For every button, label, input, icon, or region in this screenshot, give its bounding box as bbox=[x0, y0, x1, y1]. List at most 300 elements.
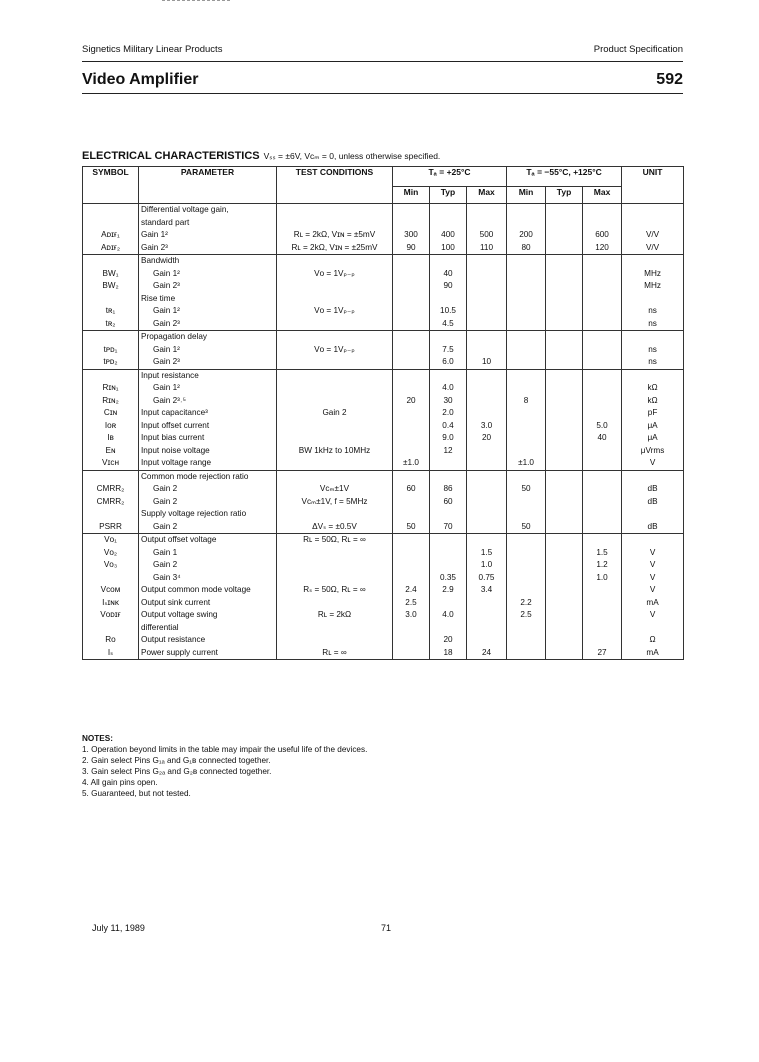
table-row bbox=[83, 242, 684, 255]
cell-test-conditions bbox=[277, 470, 393, 483]
table-row bbox=[83, 204, 684, 217]
cell-test-conditions bbox=[277, 331, 393, 344]
cell-typ-full bbox=[546, 369, 583, 382]
cell-unit: V bbox=[622, 547, 684, 560]
cell-unit: V/V bbox=[622, 229, 684, 242]
cell-symbol: Rɪɴ₁ bbox=[83, 382, 139, 395]
cell-unit: V bbox=[622, 572, 684, 585]
cell-test-conditions bbox=[277, 559, 393, 572]
cell-min-full bbox=[507, 445, 546, 458]
cell-typ-25c bbox=[430, 508, 467, 521]
cell-test-conditions bbox=[277, 369, 393, 382]
cell-test-conditions bbox=[277, 572, 393, 585]
cell-unit: Ω bbox=[622, 634, 684, 647]
cell-typ-25c: 0.35 bbox=[430, 572, 467, 585]
cell-parameter: Output voltage swing bbox=[139, 609, 277, 622]
cell-max-full bbox=[583, 470, 622, 483]
cell-typ-full bbox=[546, 344, 583, 357]
cell-symbol: BW₁ bbox=[83, 268, 139, 281]
cell-parameter: Gain 2³ bbox=[139, 318, 277, 331]
table-row bbox=[83, 597, 684, 610]
cell-unit: mA bbox=[622, 647, 684, 660]
cell-symbol: Aᴅɪғ₁ bbox=[83, 229, 139, 242]
cell-max-25c: 3.0 bbox=[467, 420, 507, 433]
cell-min-full bbox=[507, 217, 546, 230]
cell-symbol bbox=[83, 217, 139, 230]
cell-unit: μA bbox=[622, 420, 684, 433]
table-row bbox=[83, 305, 684, 318]
table-row bbox=[83, 609, 684, 622]
cell-min-25c bbox=[393, 369, 430, 382]
cell-typ-25c: 10.5 bbox=[430, 305, 467, 318]
cell-symbol: Vɪᴄʜ bbox=[83, 457, 139, 470]
cell-max-25c bbox=[467, 280, 507, 293]
cell-max-25c bbox=[467, 331, 507, 344]
cell-min-25c: 50 bbox=[393, 521, 430, 534]
cell-max-25c bbox=[467, 344, 507, 357]
cell-min-full bbox=[507, 369, 546, 382]
cell-typ-25c bbox=[430, 622, 467, 635]
cell-symbol: Vᴏᴅɪғ bbox=[83, 609, 139, 622]
cell-min-25c bbox=[393, 445, 430, 458]
cell-parameter: Gain 1² bbox=[139, 382, 277, 395]
cell-max-full bbox=[583, 305, 622, 318]
cell-test-conditions bbox=[277, 217, 393, 230]
cell-unit: mA bbox=[622, 597, 684, 610]
page-title: Video Amplifier bbox=[82, 71, 199, 88]
cell-parameter: Gain 2³ bbox=[139, 280, 277, 293]
cell-test-conditions: Vᴄₘ±1V bbox=[277, 483, 393, 496]
cell-max-full bbox=[583, 204, 622, 217]
cell-parameter: Gain 1² bbox=[139, 344, 277, 357]
cell-typ-25c bbox=[430, 457, 467, 470]
cell-test-conditions bbox=[277, 204, 393, 217]
header-symbol: SYMBOL bbox=[83, 167, 139, 204]
cell-max-full bbox=[583, 331, 622, 344]
cell-max-25c bbox=[467, 521, 507, 534]
cell-max-full bbox=[583, 496, 622, 509]
cell-symbol: Rᴏ bbox=[83, 634, 139, 647]
cell-min-25c bbox=[393, 344, 430, 357]
cell-max-full bbox=[583, 609, 622, 622]
cell-unit bbox=[622, 217, 684, 230]
cell-min-full bbox=[507, 572, 546, 585]
cell-unit bbox=[622, 534, 684, 547]
cell-max-full bbox=[583, 280, 622, 293]
table-row bbox=[83, 534, 684, 547]
cell-unit: ns bbox=[622, 356, 684, 369]
cell-min-25c: 20 bbox=[393, 395, 430, 408]
cell-min-full: 50 bbox=[507, 521, 546, 534]
cell-symbol: CMRR₂ bbox=[83, 483, 139, 496]
cell-unit: pF bbox=[622, 407, 684, 420]
cell-max-full: 1.2 bbox=[583, 559, 622, 572]
cell-typ-25c bbox=[430, 597, 467, 610]
cell-min-full bbox=[507, 280, 546, 293]
table-row bbox=[83, 622, 684, 635]
cell-unit bbox=[622, 331, 684, 344]
cell-typ-full bbox=[546, 647, 583, 660]
cell-typ-full bbox=[546, 597, 583, 610]
cell-min-full bbox=[507, 534, 546, 547]
cell-symbol bbox=[83, 622, 139, 635]
cell-max-25c bbox=[467, 496, 507, 509]
cell-typ-full bbox=[546, 255, 583, 268]
cell-parameter: Common mode rejection ratio bbox=[139, 470, 277, 483]
cell-parameter: Gain 1 bbox=[139, 547, 277, 560]
table-row bbox=[83, 445, 684, 458]
header-right-text: Product Specification bbox=[593, 44, 683, 55]
cell-parameter: Gain 1² bbox=[139, 229, 277, 242]
table-row bbox=[83, 584, 684, 597]
cell-max-full bbox=[583, 622, 622, 635]
cell-parameter: Input resistance bbox=[139, 369, 277, 382]
table-row bbox=[83, 318, 684, 331]
cell-test-conditions bbox=[277, 547, 393, 560]
table-row-group bbox=[83, 470, 684, 534]
cell-symbol: tʀ₂ bbox=[83, 318, 139, 331]
cell-symbol: Vᴏ₃ bbox=[83, 559, 139, 572]
cell-max-25c bbox=[467, 255, 507, 268]
cell-symbol bbox=[83, 470, 139, 483]
cell-min-25c bbox=[393, 318, 430, 331]
cell-min-25c: ±1.0 bbox=[393, 457, 430, 470]
header-typ-1: Typ bbox=[430, 187, 467, 204]
table-row bbox=[83, 420, 684, 433]
table-row bbox=[83, 432, 684, 445]
cell-typ-25c: 4.0 bbox=[430, 609, 467, 622]
cell-parameter: Gain 2 bbox=[139, 559, 277, 572]
cell-min-full bbox=[507, 470, 546, 483]
cell-typ-full bbox=[546, 204, 583, 217]
cell-parameter: Power supply current bbox=[139, 647, 277, 660]
cell-test-conditions: BW 1kHz to 10MHz bbox=[277, 445, 393, 458]
cell-max-25c bbox=[467, 445, 507, 458]
table-row bbox=[83, 331, 684, 344]
cell-typ-full bbox=[546, 572, 583, 585]
cell-typ-25c: 4.0 bbox=[430, 382, 467, 395]
cell-min-full bbox=[507, 584, 546, 597]
cell-symbol: PSRR bbox=[83, 521, 139, 534]
table-row bbox=[83, 496, 684, 509]
cell-typ-25c: 6.0 bbox=[430, 356, 467, 369]
cell-unit: V/V bbox=[622, 242, 684, 255]
cell-test-conditions: Rʟ = 2kΩ bbox=[277, 609, 393, 622]
cell-parameter: standard part bbox=[139, 217, 277, 230]
cell-min-25c: 300 bbox=[393, 229, 430, 242]
cell-unit: MHz bbox=[622, 268, 684, 281]
cell-unit: V bbox=[622, 609, 684, 622]
cell-test-conditions: Vᴏ = 1Vₚ₋ₚ bbox=[277, 305, 393, 318]
table-row-group bbox=[83, 331, 684, 370]
cell-min-25c bbox=[393, 407, 430, 420]
note-3: 3. Gain select Pins G₂ₐ and G₂ʙ connected together. bbox=[82, 767, 272, 776]
cell-typ-25c bbox=[430, 534, 467, 547]
cell-typ-25c: 400 bbox=[430, 229, 467, 242]
cell-symbol: CMRR₂ bbox=[83, 496, 139, 509]
cell-typ-25c: 0.4 bbox=[430, 420, 467, 433]
cell-max-full: 120 bbox=[583, 242, 622, 255]
cell-max-25c bbox=[467, 407, 507, 420]
cell-typ-25c bbox=[430, 470, 467, 483]
header-max-2: Max bbox=[583, 187, 622, 204]
cell-typ-full bbox=[546, 407, 583, 420]
cell-symbol: Cɪɴ bbox=[83, 407, 139, 420]
cell-min-full bbox=[507, 547, 546, 560]
cell-parameter: Gain 2³˒⁵ bbox=[139, 395, 277, 408]
cell-min-25c bbox=[393, 356, 430, 369]
cell-typ-25c bbox=[430, 369, 467, 382]
table-row-group bbox=[83, 255, 684, 331]
cell-max-25c bbox=[467, 534, 507, 547]
cell-parameter: Input offset current bbox=[139, 420, 277, 433]
cell-min-full bbox=[507, 647, 546, 660]
cell-parameter: Input voltage range bbox=[139, 457, 277, 470]
header-rule-top bbox=[82, 61, 683, 62]
cell-symbol: Iᴏʀ bbox=[83, 420, 139, 433]
cell-max-full bbox=[583, 597, 622, 610]
cell-typ-25c: 9.0 bbox=[430, 432, 467, 445]
cell-max-25c bbox=[467, 483, 507, 496]
cell-typ-25c: 30 bbox=[430, 395, 467, 408]
cell-typ-full bbox=[546, 457, 583, 470]
cell-test-conditions bbox=[277, 457, 393, 470]
cell-typ-25c: 4.5 bbox=[430, 318, 467, 331]
note-1: 1. Operation beyond limits in the table may impair the useful life of the devices. bbox=[82, 745, 368, 754]
cell-max-25c bbox=[467, 470, 507, 483]
cell-symbol bbox=[83, 331, 139, 344]
cell-min-25c bbox=[393, 470, 430, 483]
cell-typ-full bbox=[546, 356, 583, 369]
cell-symbol: Vᴏ₁ bbox=[83, 534, 139, 547]
cell-unit: kΩ bbox=[622, 382, 684, 395]
cell-symbol: Aᴅɪғ₂ bbox=[83, 242, 139, 255]
cell-typ-25c bbox=[430, 331, 467, 344]
cell-min-25c bbox=[393, 255, 430, 268]
cell-unit: dB bbox=[622, 496, 684, 509]
cell-typ-25c bbox=[430, 217, 467, 230]
part-number: 592 bbox=[656, 71, 683, 88]
table-row bbox=[83, 470, 684, 483]
header-unit: UNIT bbox=[622, 167, 684, 204]
cell-test-conditions: Vᴄₘ±1V, f = 5MHz bbox=[277, 496, 393, 509]
cell-max-full bbox=[583, 521, 622, 534]
cell-typ-full bbox=[546, 445, 583, 458]
cell-max-full: 600 bbox=[583, 229, 622, 242]
cell-typ-full bbox=[546, 420, 583, 433]
table-row bbox=[83, 229, 684, 242]
cell-typ-full bbox=[546, 229, 583, 242]
table-row bbox=[83, 255, 684, 268]
cell-unit: μA bbox=[622, 432, 684, 445]
top-scan-mark bbox=[162, 0, 230, 1]
cell-test-conditions bbox=[277, 255, 393, 268]
cell-test-conditions: Vᴏ = 1Vₚ₋ₚ bbox=[277, 344, 393, 357]
cell-unit: MHz bbox=[622, 280, 684, 293]
cell-min-25c: 90 bbox=[393, 242, 430, 255]
cell-min-25c bbox=[393, 331, 430, 344]
section-heading bbox=[82, 150, 440, 162]
cell-typ-25c: 40 bbox=[430, 268, 467, 281]
cell-typ-full bbox=[546, 470, 583, 483]
table-row bbox=[83, 382, 684, 395]
cell-symbol: Iₛɪɴᴋ bbox=[83, 597, 139, 610]
cell-unit: ns bbox=[622, 305, 684, 318]
cell-max-25c bbox=[467, 305, 507, 318]
cell-typ-full bbox=[546, 622, 583, 635]
cell-symbol: tᴘᴅ₂ bbox=[83, 356, 139, 369]
cell-max-full: 1.5 bbox=[583, 547, 622, 560]
header-left-text: Signetics Military Linear Products bbox=[82, 44, 223, 55]
cell-max-25c bbox=[467, 609, 507, 622]
cell-max-full bbox=[583, 356, 622, 369]
cell-test-conditions: Rₛ = 50Ω, Rʟ = ∞ bbox=[277, 584, 393, 597]
cell-max-full bbox=[583, 508, 622, 521]
cell-test-conditions: Gain 2 bbox=[277, 407, 393, 420]
cell-min-25c bbox=[393, 217, 430, 230]
table-row-group bbox=[83, 204, 684, 255]
cell-test-conditions bbox=[277, 597, 393, 610]
section-title: ELECTRICAL CHARACTERISTICS bbox=[82, 150, 260, 162]
cell-min-full bbox=[507, 356, 546, 369]
cell-parameter: Gain 1² bbox=[139, 305, 277, 318]
table-row bbox=[83, 547, 684, 560]
cell-min-25c bbox=[393, 382, 430, 395]
table-row bbox=[83, 369, 684, 382]
table-row bbox=[83, 457, 684, 470]
cell-parameter: Output resistance bbox=[139, 634, 277, 647]
cell-max-full bbox=[583, 268, 622, 281]
cell-typ-25c bbox=[430, 293, 467, 306]
cell-min-full: 200 bbox=[507, 229, 546, 242]
cell-symbol bbox=[83, 255, 139, 268]
cell-max-full bbox=[583, 534, 622, 547]
cell-typ-full bbox=[546, 559, 583, 572]
cell-min-25c: 2.5 bbox=[393, 597, 430, 610]
cell-max-full: 40 bbox=[583, 432, 622, 445]
cell-min-full bbox=[507, 432, 546, 445]
cell-typ-full bbox=[546, 293, 583, 306]
cell-typ-full bbox=[546, 534, 583, 547]
cell-symbol: Rɪɴ₂ bbox=[83, 395, 139, 408]
cell-max-25c: 3.4 bbox=[467, 584, 507, 597]
cell-max-full bbox=[583, 457, 622, 470]
cell-unit bbox=[622, 470, 684, 483]
table-row bbox=[83, 508, 684, 521]
cell-max-full bbox=[583, 407, 622, 420]
cell-min-25c bbox=[393, 572, 430, 585]
cell-max-full: 1.0 bbox=[583, 572, 622, 585]
cell-test-conditions: Rʟ = 2kΩ, Vɪɴ = ±25mV bbox=[277, 242, 393, 255]
cell-test-conditions bbox=[277, 432, 393, 445]
cell-symbol: Iʙ bbox=[83, 432, 139, 445]
cell-min-full: ±1.0 bbox=[507, 457, 546, 470]
cell-typ-25c: 20 bbox=[430, 634, 467, 647]
header-parameter: PARAMETER bbox=[139, 167, 277, 204]
cell-min-25c bbox=[393, 647, 430, 660]
cell-parameter: Output common mode voltage bbox=[139, 584, 277, 597]
cell-max-25c bbox=[467, 382, 507, 395]
cell-unit: ns bbox=[622, 318, 684, 331]
cell-min-full bbox=[507, 508, 546, 521]
cell-typ-full bbox=[546, 217, 583, 230]
cell-max-25c bbox=[467, 634, 507, 647]
cell-max-25c: 20 bbox=[467, 432, 507, 445]
cell-max-25c bbox=[467, 204, 507, 217]
cell-max-25c: 24 bbox=[467, 647, 507, 660]
cell-typ-25c: 18 bbox=[430, 647, 467, 660]
cell-unit bbox=[622, 255, 684, 268]
cell-min-full bbox=[507, 622, 546, 635]
notes-title: NOTES: bbox=[82, 734, 113, 743]
cell-min-full bbox=[507, 634, 546, 647]
header-rule-bottom bbox=[82, 93, 683, 94]
cell-symbol bbox=[83, 204, 139, 217]
header-min-1: Min bbox=[393, 187, 430, 204]
table-row bbox=[83, 268, 684, 281]
cell-typ-full bbox=[546, 496, 583, 509]
table-row bbox=[83, 647, 684, 660]
cell-parameter: Output offset voltage bbox=[139, 534, 277, 547]
cell-unit: V bbox=[622, 457, 684, 470]
cell-parameter: Bandwidth bbox=[139, 255, 277, 268]
cell-min-full: 50 bbox=[507, 483, 546, 496]
cell-min-25c bbox=[393, 268, 430, 281]
notes bbox=[82, 733, 367, 799]
cell-min-full bbox=[507, 331, 546, 344]
table-row bbox=[83, 572, 684, 585]
cell-min-25c bbox=[393, 293, 430, 306]
cell-min-full bbox=[507, 318, 546, 331]
cell-unit bbox=[622, 508, 684, 521]
cell-typ-full bbox=[546, 609, 583, 622]
note-2: 2. Gain select Pins G₁ₐ and G₁ʙ connected together. bbox=[82, 756, 271, 765]
cell-max-25c bbox=[467, 293, 507, 306]
cell-symbol: Eɴ bbox=[83, 445, 139, 458]
cell-test-conditions bbox=[277, 634, 393, 647]
table-row bbox=[83, 559, 684, 572]
cell-min-25c bbox=[393, 534, 430, 547]
cell-min-25c: 60 bbox=[393, 483, 430, 496]
cell-min-full bbox=[507, 559, 546, 572]
cell-typ-25c: 60 bbox=[430, 496, 467, 509]
cell-typ-25c: 7.5 bbox=[430, 344, 467, 357]
note-4: 4. All gain pins open. bbox=[82, 778, 158, 787]
cell-max-full: 27 bbox=[583, 647, 622, 660]
cell-unit bbox=[622, 293, 684, 306]
cell-min-full bbox=[507, 268, 546, 281]
cell-min-full bbox=[507, 496, 546, 509]
cell-max-full: 5.0 bbox=[583, 420, 622, 433]
cell-parameter: Rise time bbox=[139, 293, 277, 306]
cell-test-conditions: ΔVₛ = ±0.5V bbox=[277, 521, 393, 534]
table-row bbox=[83, 280, 684, 293]
cell-min-25c bbox=[393, 432, 430, 445]
cell-test-conditions bbox=[277, 280, 393, 293]
cell-min-25c: 2.4 bbox=[393, 584, 430, 597]
cell-max-25c: 500 bbox=[467, 229, 507, 242]
cell-min-25c bbox=[393, 547, 430, 560]
cell-typ-full bbox=[546, 521, 583, 534]
cell-parameter: Gain 3⁴ bbox=[139, 572, 277, 585]
cell-min-full bbox=[507, 293, 546, 306]
cell-max-25c bbox=[467, 508, 507, 521]
cell-min-25c bbox=[393, 280, 430, 293]
cell-min-full: 2.2 bbox=[507, 597, 546, 610]
section-conditions: Vₛₛ = ±6V, Vᴄₘ = 0, unless otherwise specified. bbox=[263, 151, 441, 161]
cell-parameter: differential bbox=[139, 622, 277, 635]
cell-test-conditions bbox=[277, 622, 393, 635]
